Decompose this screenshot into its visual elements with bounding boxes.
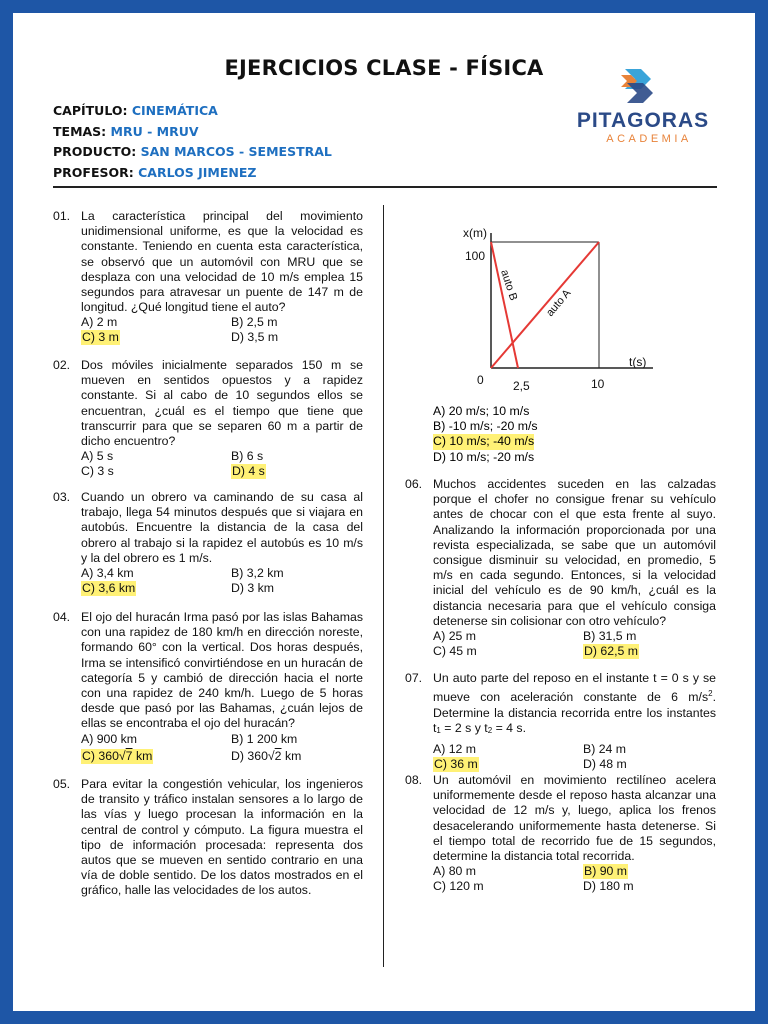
- meta-product: PRODUCTO: SAN MARCOS - SEMESTRAL: [53, 144, 332, 159]
- question-02: 02. Dos móviles inicialmente separados 150 m se mueven en sentidos opuestos y a rapidez constante. Si al cabo de 10 segundos ellos se encuentran, ¿cuál es el tiempo que tiene que transcurrir para que se separen 60 m a partir de dicho encuentro? A) 5 s B) 6 s C) 3 s D) 4 s: [53, 358, 363, 478]
- option-a[interactable]: A) 900 km: [81, 732, 138, 746]
- question-text: Muchos accidentes suceden en las calzadas porque el chofer no consigue frenar su vehículo antes de chocar con el que esta frente al suyo. Analizando la información proporcionada por una revista especializada, se sabe que un automóvil consigue disminuir su velocidad, en promedio, 5 m/s en cada segundo. Entonces, si la velocidad inicial del vehículo es de 90 km/h, ¿cuál es la distancia necesaria para que el vehículo consiga detenerse sin colisionar con otro vehículo?: [433, 477, 716, 628]
- column-divider: [383, 205, 384, 967]
- option-a[interactable]: A) 3,4 km: [81, 566, 134, 580]
- option-a[interactable]: A) 25 m: [433, 629, 477, 643]
- option-b[interactable]: B) 31,5 m: [583, 629, 637, 643]
- question-06: 06. Muchos accidentes suceden en las calzadas porque el chofer no consigue frenar su vehículo antes de chocar con el que esta frente al suyo. Analizando la información proporcionada por una revista especializada, se sabe que un automóvil consigue disminuir su velocidad, en promedio, 5 m/s en cada segundo. Entonces, si la velocidad inicial del vehículo es de 90 km/h, ¿cuál es la distancia necesaria para que el vehículo consiga detenerse sin colisionar con otro vehículo? A) 25 m B) 31,5 m C) 45 m D) 62,5 m: [405, 477, 716, 658]
- option-c-answer[interactable]: C) 3 m: [82, 330, 119, 344]
- question-08: 08. Un automóvil en movimiento rectilíneo acelera uniformemente desde el reposo hasta alcanzar una velocidad de 12 m/s y, luego, aplica los frenos desacelerando uniformemente hasta detenerse. Si el tiempo total de recorrido fue de 15 segundos, determine la distancia total recorrida. A) 80 m B) 90 m C) 120 m D) 180 m: [405, 773, 716, 893]
- option-d[interactable]: D) 180 m: [583, 879, 634, 893]
- option-c[interactable]: C) 120 m: [433, 879, 484, 893]
- option-c[interactable]: C) 45 m: [433, 644, 477, 658]
- option-b[interactable]: B) 24 m: [583, 742, 627, 756]
- option-d[interactable]: D) 360√2 km: [231, 749, 302, 763]
- meta-topics: TEMAS: MRU - MRUV: [53, 123, 199, 139]
- question-07: 07. Un auto parte del reposo en el instante t = 0 s y se mueve con aceleración constante de 6 $m/s^2$. Determine la distancia recorrida entre los instantes $t_1 = 2$ s y $t_2 = 4$ s. A) 12 m B) 24 m C) 36 m D) 48 m: [405, 671, 716, 771]
- option-b-answer[interactable]: B) 90 m: [584, 864, 628, 878]
- option-b[interactable]: B) 6 s: [231, 449, 264, 463]
- auto-b-label: auto B: [498, 268, 520, 303]
- auto-a-label: auto A: [544, 287, 574, 319]
- header-meta: [53, 101, 332, 183]
- question-text: El ojo del huracán Irma pasó por las islas Bahamas con una rapidez de 180 km/h en dirección noreste, formando 60° con la vertical. Dos horas después, Irma se intensificó convirtiéndose en un huracán de categoría 5 y cambió de dirección hacia el norte con una rapidez de 240 km/h. Luego de 5 horas desde que pasó por las Bahamas, ¿cuán lejos de ellas se encontraba el ojo del huracán?: [81, 610, 363, 731]
- option-d[interactable]: D) 3 km: [231, 581, 275, 595]
- logo-subtitle: ACADEMIA: [606, 133, 692, 145]
- y-axis-label: x(m): [463, 226, 487, 240]
- position-time-graph: [443, 213, 673, 398]
- academy-logo: [563, 65, 723, 145]
- option-d[interactable]: D) 3,5 m: [231, 330, 279, 344]
- origin-label: 0: [477, 373, 484, 387]
- question-text: Un auto parte del reposo en el instante t = 0 s y se mueve con aceleración constante de 6 $m/s^2$. Determine la distancia recorrida entre los instantes $t_1 = 2$ s y $t_2 = 4$ s.: [433, 671, 716, 735]
- logo-chevron-icon: [621, 69, 653, 103]
- option-a[interactable]: A) 2 m: [81, 315, 118, 329]
- y-tick-100: 100: [465, 249, 486, 263]
- question-text: La característica principal del movimiento unidimensional uniforme, es que la velocidad es constante. Teniendo en cuenta esta característica, se observó que un automóvil con MRU que se desplaza con una velocidad de 10 m/s emplea 15 segundos para atravesar un puente de 147 m de longitud. ¿Qué longitud tiene el auto?: [81, 209, 363, 315]
- option-a[interactable]: A) 12 m: [433, 742, 477, 756]
- x-axis-label: t(s): [629, 355, 647, 369]
- question-text: Dos móviles inicialmente separados 150 m se mueven en sentidos opuestos y a rapidez constante. Si al cabo de 10 segundos ellos se encuentran, ¿cuál es el tiempo que tiene que transcurrir para que se separen 60 m a partir de dicho encuentro?: [81, 358, 363, 449]
- option-d[interactable]: D) 10 m/s; -20 m/s: [433, 449, 535, 464]
- question-text: Un automóvil en movimiento rectilíneo acelera uniformemente desde el reposo hasta alcanzar una velocidad de 12 m/s y, luego, aplica los frenos desacelerando uniformemente hasta detenerse. Si el tiempo total de recorrido fue de 15 segundos, determine la distancia total recorrida.: [433, 773, 716, 864]
- line-auto-a: [491, 242, 599, 368]
- x-tick-2-5: 2,5: [513, 379, 530, 393]
- option-c-answer[interactable]: C) 3,6 km: [82, 581, 136, 595]
- question-text: Para evitar la congestión vehicular, los ingenieros de transito y tráfico instalan sensores a lo largo de las vías y luego procesan la información en la central de control y cómputo. La figura muestra el tipo de información procesada: representa dos autos que se mueven en sentido contrario en una vía de doble sentido. De los datos mostrados en el gráfico, halle las velocidades de los autos.: [81, 777, 363, 898]
- question-04: 04. El ojo del huracán Irma pasó por las islas Bahamas con una rapidez de 180 km/h en dirección noreste, formando 60° con la vertical. Dos horas después, Irma se intensificó convirtiéndose en un huracán de categoría 5 y cambió de dirección hacia el norte con una rapidez de 240 km/h. Luego de 5 horas desde que pasó por las Bahamas, ¿cuán lejos de ellas se encontraba el ojo del huracán? A) 900 km B) 1 200 km C) 360√7 km D) 360√2 km: [53, 610, 363, 763]
- question-text: Cuando un obrero va caminando de su casa al trabajo, llega 54 minutos después que si viajara en autobús. Encuentre la distancia de la casa del obrero al trabajo si la rapidez el autobús es 10 m/s y la del obrero es 1 m/s.: [81, 490, 363, 565]
- option-a[interactable]: A) 5 s: [81, 449, 114, 463]
- option-d-answer[interactable]: D) 4 s: [232, 464, 265, 478]
- option-b[interactable]: B) -10 m/s; -20 m/s: [433, 419, 538, 434]
- option-d-answer[interactable]: D) 62,5 m: [584, 644, 638, 658]
- option-c-answer[interactable]: C) 10 m/s; -40 m/s: [433, 434, 535, 449]
- question-05-options: [433, 404, 538, 465]
- option-d[interactable]: D) 48 m: [583, 757, 627, 771]
- x-tick-10: 10: [591, 377, 605, 391]
- option-c-answer[interactable]: C) 36 m: [434, 757, 478, 771]
- line-auto-b: [491, 242, 518, 368]
- header-divider: [53, 186, 717, 188]
- option-b[interactable]: B) 3,2 km: [231, 566, 284, 580]
- meta-teacher: PROFESOR: CARLOS JIMENEZ: [53, 164, 257, 180]
- worksheet-page: [13, 13, 755, 1011]
- question-03: 03. Cuando un obrero va caminando de su casa al trabajo, llega 54 minutos después que si viajara en autobús. Encuentre la distancia de la casa del obrero al trabajo si la rapidez el autobús es 10 m/s y la del obrero es 1 m/s. A) 3,4 km B) 3,2 km C) 3,6 km D) 3 km: [53, 490, 363, 595]
- option-b[interactable]: B) 1 200 km: [231, 732, 298, 746]
- option-c-answer[interactable]: C) 360√7 km: [82, 749, 153, 763]
- option-a[interactable]: A) 20 m/s; 10 m/s: [433, 404, 530, 418]
- option-b[interactable]: B) 2,5 m: [231, 315, 278, 329]
- page-title: EJERCICIOS CLASE - FÍSICA: [224, 56, 544, 80]
- logo-name: PITAGORAS: [576, 109, 710, 132]
- option-a[interactable]: A) 80 m: [433, 864, 477, 878]
- option-c[interactable]: C) 3 s: [81, 464, 114, 478]
- question-05: 05. Para evitar la congestión vehicular, los ingenieros de transito y tráfico instalan sensores a lo largo de las vías y luego procesan la información en la central de control y cómputo. La figura muestra el tipo de información procesada: representa dos autos que se mueven en sentido contrario en una vía de doble sentido. De los datos mostrados en el gráfico, halle las velocidades de los autos.: [53, 777, 363, 898]
- question-01: 01. La característica principal del movimiento unidimensional uniforme, es que la velocidad es constante. Teniendo en cuenta esta característica, se observó que un automóvil con MRU que se desplaza con una velocidad de 10 m/s emplea 15 segundos para atravesar un puente de 147 m de longitud. ¿Qué longitud tiene el auto? A) 2 m B) 2,5 m C) 3 m D) 3,5 m: [53, 209, 363, 344]
- meta-chapter: CAPÍTULO: CINEMÁTICA: [53, 103, 218, 118]
